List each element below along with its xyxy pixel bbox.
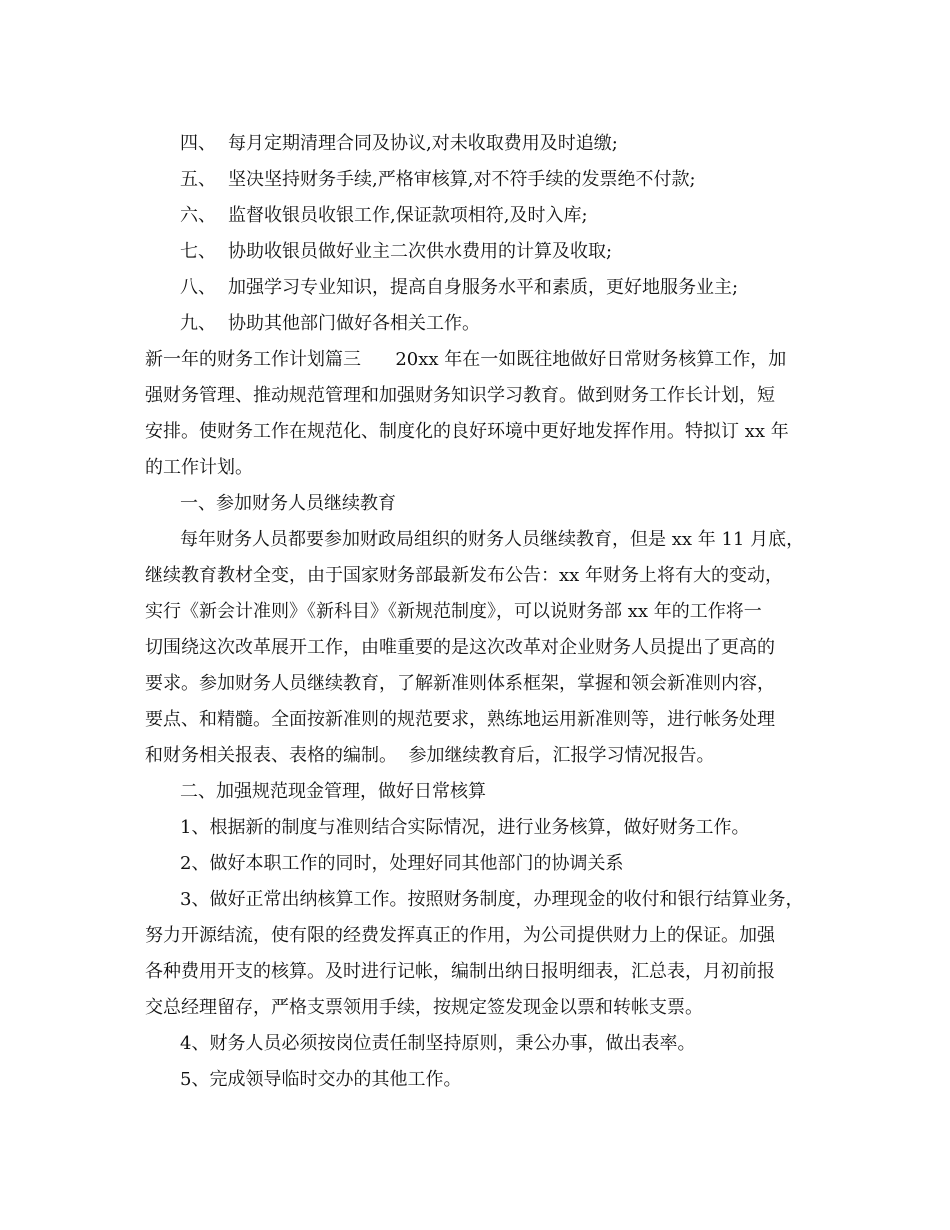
numbered-item-line: 努力开源结流，使有限的经费发挥真正的作用，为公司提供财力上的保证。加强 (145, 925, 775, 946)
paragraph-line: 实行《新会计准则》《新科目》《新规范制度》，可以说财务部 xx 年的工作将一 (145, 601, 762, 622)
numbered-item: 1、根据新的制度与准则结合实际情况，进行业务核算，做好财务工作。 (180, 817, 750, 838)
paragraph-line: 要求。参加财务人员继续教育，了解新准则体系框架，掌握和领会新准则内容， (145, 673, 775, 694)
numbered-item-line: 交总经理留存，严格支票领用手续，按规定签发现金以票和转帐支票。 (145, 997, 703, 1018)
paragraph-line: 切围绕这次改革展开工作，由唯重要的是这次改革对企业财务人员提出了更高的 (145, 637, 775, 658)
numbered-item-line: 各种费用开支的核算。及时进行记帐，编制出纳日报明细表，汇总表，月初前报 (145, 961, 775, 982)
list-item: 六、 监督收银员收银工作,保证款项相符,及时入库; (180, 205, 588, 226)
section-intro-line: 的工作计划。 (145, 457, 253, 478)
section-heading: 一、参加财务人员继续教育 (180, 493, 396, 514)
paragraph-line: 要点、和精髓。全面按新准则的规范要求，熟练地运用新准则等，进行帐务处理 (145, 709, 775, 730)
numbered-item: 2、做好本职工作的同时，处理好同其他部门的协调关系 (180, 853, 624, 874)
list-item: 四、 每月定期清理合同及协议,对未收取费用及时追缴; (180, 133, 618, 154)
list-item: 九、 协助其他部门做好各相关工作。 (180, 313, 480, 334)
section-intro-line: 强财务管理、推动规范管理和加强财务知识学习教育。做到财务工作长计划，短 (145, 385, 775, 406)
list-item: 八、 加强学习专业知识，提高自身服务水平和素质，更好地服务业主; (180, 277, 739, 298)
numbered-item: 5、完成领导临时交办的其他工作。 (180, 1069, 462, 1090)
numbered-item: 4、财务人员必须按岗位责任制坚持原则，秉公办事，做出表率。 (180, 1033, 696, 1054)
numbered-item-line: 3、做好正常出纳核算工作。按照财务制度，办理现金的收付和银行结算业务， (180, 889, 804, 910)
list-item: 七、 协助收银员做好业主二次供水费用的计算及收取; (180, 241, 613, 262)
paragraph-line: 和财务相关报表、表格的编制。 参加继续教育后，汇报学习情况报告。 (145, 745, 715, 766)
section-intro-line: 新一年的财务工作计划篇三 20xx 年在一如既往地做好日常财务核算工作，加 (145, 349, 787, 370)
list-item: 五、 坚决坚持财务手续,严格审核算,对不符手续的发票绝不付款; (180, 169, 696, 190)
paragraph-line: 继续教育教材全变，由于国家财务部最新发布公告：xx 年财务上将有大的变动， (145, 565, 784, 586)
section-intro-line: 安排。使财务工作在规范化、制度化的良好环境中更好地发挥作用。特拟订 xx 年 (145, 421, 789, 442)
section-heading: 二、加强规范现金管理，做好日常核算 (180, 781, 486, 802)
paragraph-line: 每年财务人员都要参加财政局组织的财务人员继续教育，但是 xx 年 11 月底， (180, 529, 805, 550)
